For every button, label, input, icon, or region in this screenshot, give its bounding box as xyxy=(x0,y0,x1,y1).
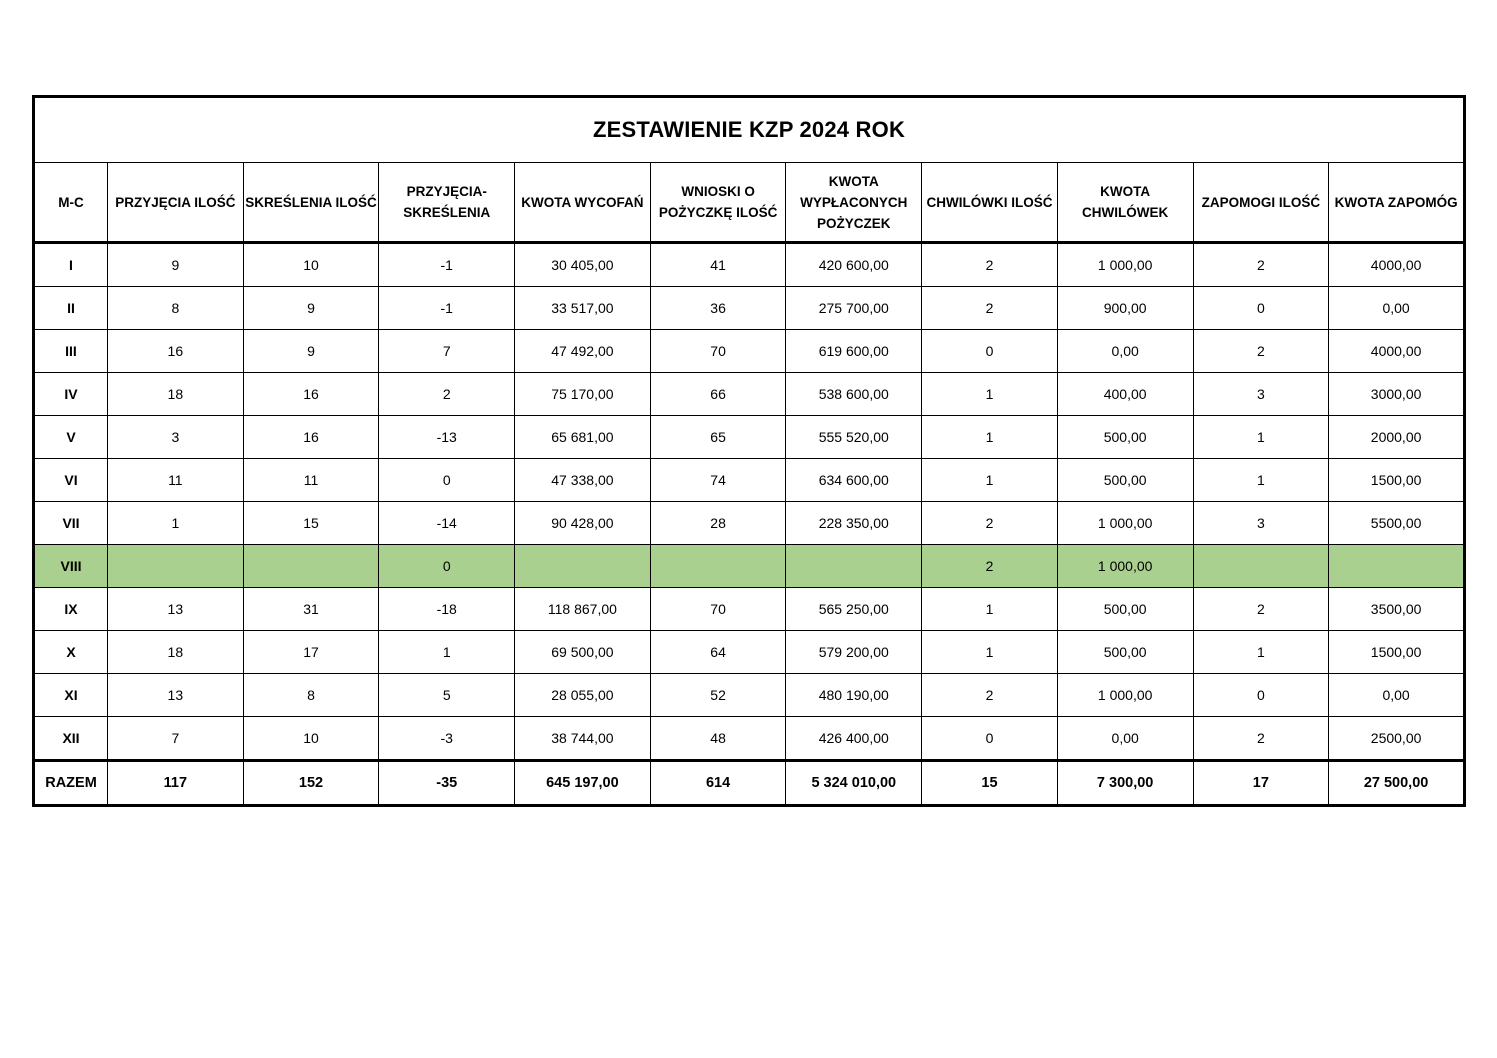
data-cell: 65 xyxy=(650,416,786,459)
month-cell: I xyxy=(34,243,108,287)
data-cell: 8 xyxy=(108,287,244,330)
data-cell: 65 681,00 xyxy=(515,416,651,459)
data-cell: 1 xyxy=(922,373,1058,416)
data-cell: 2 xyxy=(922,287,1058,330)
month-cell: III xyxy=(34,330,108,373)
data-cell: 7 xyxy=(108,717,244,761)
data-cell: 500,00 xyxy=(1057,588,1193,631)
month-cell: XII xyxy=(34,717,108,761)
data-cell: 18 xyxy=(108,631,244,674)
month-cell: IV xyxy=(34,373,108,416)
data-cell: -3 xyxy=(379,717,515,761)
table-row xyxy=(34,674,1465,717)
data-cell: 9 xyxy=(243,330,379,373)
data-cell: 0 xyxy=(1193,287,1329,330)
table-title: ZESTAWIENIE KZP 2024 ROK xyxy=(34,97,1465,163)
data-cell: 18 xyxy=(108,373,244,416)
total-row xyxy=(34,761,1465,806)
data-cell: 1 000,00 xyxy=(1057,243,1193,287)
data-cell: 15 xyxy=(243,502,379,545)
col-header-short-loans-count: CHWILÓWKI ILOŚĆ xyxy=(922,163,1058,243)
data-cell: 36 xyxy=(650,287,786,330)
table-row xyxy=(34,243,1465,287)
col-header-removals: SKREŚLENIA ILOŚĆ xyxy=(243,163,379,243)
month-cell: IX xyxy=(34,588,108,631)
table-row xyxy=(34,717,1465,761)
data-cell xyxy=(786,545,922,588)
month-cell: II xyxy=(34,287,108,330)
data-cell: 1 xyxy=(1193,631,1329,674)
data-cell: 38 744,00 xyxy=(515,717,651,761)
table-row xyxy=(34,287,1465,330)
data-cell: 48 xyxy=(650,717,786,761)
data-cell: 3500,00 xyxy=(1329,588,1465,631)
data-cell: 33 517,00 xyxy=(515,287,651,330)
data-cell: -14 xyxy=(379,502,515,545)
data-cell: 64 xyxy=(650,631,786,674)
total-cell: 27 500,00 xyxy=(1329,761,1465,806)
col-header-short-loans-amount: KWOTA CHWILÓWEK xyxy=(1057,163,1193,243)
data-cell: 1 xyxy=(922,631,1058,674)
data-cell: 1 000,00 xyxy=(1057,545,1193,588)
data-cell: 634 600,00 xyxy=(786,459,922,502)
data-cell: 420 600,00 xyxy=(786,243,922,287)
data-cell: -13 xyxy=(379,416,515,459)
header-row xyxy=(34,163,1465,243)
data-cell: 900,00 xyxy=(1057,287,1193,330)
data-cell: 5500,00 xyxy=(1329,502,1465,545)
data-cell: 31 xyxy=(243,588,379,631)
month-cell: X xyxy=(34,631,108,674)
data-cell: 2 xyxy=(922,545,1058,588)
data-cell xyxy=(515,545,651,588)
data-cell: 1 xyxy=(108,502,244,545)
col-header-month: M-C xyxy=(34,163,108,243)
col-header-aid-count: ZAPOMOGI ILOŚĆ xyxy=(1193,163,1329,243)
data-cell: 1500,00 xyxy=(1329,631,1465,674)
data-cell: 2 xyxy=(922,243,1058,287)
data-cell: 16 xyxy=(243,416,379,459)
data-cell: 0 xyxy=(379,545,515,588)
data-cell: 118 867,00 xyxy=(515,588,651,631)
data-cell xyxy=(243,545,379,588)
data-cell: 11 xyxy=(108,459,244,502)
data-cell: 1 xyxy=(379,631,515,674)
table-body xyxy=(34,243,1465,761)
data-cell: 1 000,00 xyxy=(1057,674,1193,717)
table-row xyxy=(34,588,1465,631)
data-cell: 565 250,00 xyxy=(786,588,922,631)
data-cell: 1 xyxy=(922,416,1058,459)
month-cell: V xyxy=(34,416,108,459)
table-row xyxy=(34,502,1465,545)
data-cell: 2 xyxy=(922,674,1058,717)
data-cell: 0,00 xyxy=(1057,330,1193,373)
data-cell: 17 xyxy=(243,631,379,674)
data-cell: 13 xyxy=(108,674,244,717)
col-header-net: PRZYJĘCIA-SKREŚLENIA xyxy=(379,163,515,243)
data-cell: 426 400,00 xyxy=(786,717,922,761)
data-cell: 555 520,00 xyxy=(786,416,922,459)
total-cell: 117 xyxy=(108,761,244,806)
data-cell: 66 xyxy=(650,373,786,416)
data-cell xyxy=(108,545,244,588)
data-cell: 9 xyxy=(243,287,379,330)
data-cell: 28 055,00 xyxy=(515,674,651,717)
kzp-summary-table xyxy=(32,95,1466,807)
data-cell: 2 xyxy=(1193,330,1329,373)
table-row xyxy=(34,416,1465,459)
col-header-admissions: PRZYJĘCIA ILOŚĆ xyxy=(108,163,244,243)
month-cell: VIII xyxy=(34,545,108,588)
table-row xyxy=(34,631,1465,674)
data-cell: 0,00 xyxy=(1057,717,1193,761)
table-row xyxy=(34,373,1465,416)
data-cell: 619 600,00 xyxy=(786,330,922,373)
data-cell: 0,00 xyxy=(1329,674,1465,717)
data-cell: -18 xyxy=(379,588,515,631)
data-cell: -1 xyxy=(379,243,515,287)
data-cell: 1 xyxy=(922,459,1058,502)
data-cell: 2 xyxy=(1193,588,1329,631)
total-cell: 5 324 010,00 xyxy=(786,761,922,806)
table-row xyxy=(34,330,1465,373)
data-cell: 2 xyxy=(922,502,1058,545)
data-cell: 2 xyxy=(1193,717,1329,761)
data-cell: 480 190,00 xyxy=(786,674,922,717)
data-cell: 2500,00 xyxy=(1329,717,1465,761)
data-cell: 3 xyxy=(1193,502,1329,545)
data-cell: 90 428,00 xyxy=(515,502,651,545)
data-cell: 3 xyxy=(108,416,244,459)
data-cell: 579 200,00 xyxy=(786,631,922,674)
data-cell: 30 405,00 xyxy=(515,243,651,287)
data-cell: 5 xyxy=(379,674,515,717)
data-cell: 1 xyxy=(1193,459,1329,502)
data-cell: 70 xyxy=(650,588,786,631)
data-cell: 1 000,00 xyxy=(1057,502,1193,545)
data-cell: 28 xyxy=(650,502,786,545)
data-cell: 400,00 xyxy=(1057,373,1193,416)
month-cell: VI xyxy=(34,459,108,502)
data-cell xyxy=(650,545,786,588)
data-cell: 500,00 xyxy=(1057,416,1193,459)
data-cell: -1 xyxy=(379,287,515,330)
month-cell: VII xyxy=(34,502,108,545)
data-cell: 70 xyxy=(650,330,786,373)
data-cell: 538 600,00 xyxy=(786,373,922,416)
col-header-withdrawals-amount: KWOTA WYCOFAŃ xyxy=(515,163,651,243)
data-cell: 2 xyxy=(1193,243,1329,287)
data-cell: 4000,00 xyxy=(1329,243,1465,287)
col-header-loan-applications: WNIOSKI O POŻYCZKĘ ILOŚĆ xyxy=(650,163,786,243)
total-cell: 152 xyxy=(243,761,379,806)
data-cell: 0 xyxy=(1193,674,1329,717)
data-cell: 74 xyxy=(650,459,786,502)
data-cell: 500,00 xyxy=(1057,631,1193,674)
data-cell: 75 170,00 xyxy=(515,373,651,416)
data-cell: 0 xyxy=(379,459,515,502)
data-cell: 2000,00 xyxy=(1329,416,1465,459)
col-header-aid-amount: KWOTA ZAPOMÓG xyxy=(1329,163,1465,243)
data-cell: 4000,00 xyxy=(1329,330,1465,373)
total-cell: 17 xyxy=(1193,761,1329,806)
data-cell: 11 xyxy=(243,459,379,502)
total-label: RAZEM xyxy=(34,761,108,806)
data-cell: 3000,00 xyxy=(1329,373,1465,416)
total-cell: 15 xyxy=(922,761,1058,806)
data-cell: 9 xyxy=(108,243,244,287)
data-cell: 13 xyxy=(108,588,244,631)
data-cell: 0,00 xyxy=(1329,287,1465,330)
data-cell: 41 xyxy=(650,243,786,287)
data-cell: 47 338,00 xyxy=(515,459,651,502)
data-cell: 1 xyxy=(1193,416,1329,459)
month-cell: XI xyxy=(34,674,108,717)
data-cell: 7 xyxy=(379,330,515,373)
data-cell: 52 xyxy=(650,674,786,717)
data-cell xyxy=(1193,545,1329,588)
total-cell: 645 197,00 xyxy=(515,761,651,806)
data-cell: 228 350,00 xyxy=(786,502,922,545)
total-cell: 614 xyxy=(650,761,786,806)
table-row xyxy=(34,545,1465,588)
data-cell: 500,00 xyxy=(1057,459,1193,502)
data-cell: 1500,00 xyxy=(1329,459,1465,502)
data-cell: 47 492,00 xyxy=(515,330,651,373)
data-cell: 8 xyxy=(243,674,379,717)
total-cell: -35 xyxy=(379,761,515,806)
col-header-loans-paid-amount: KWOTA WYPŁACONYCH POŻYCZEK xyxy=(786,163,922,243)
table-row xyxy=(34,459,1465,502)
total-cell: 7 300,00 xyxy=(1057,761,1193,806)
data-cell: 10 xyxy=(243,243,379,287)
data-cell: 10 xyxy=(243,717,379,761)
data-cell xyxy=(1329,545,1465,588)
data-cell: 16 xyxy=(108,330,244,373)
data-cell: 1 xyxy=(922,588,1058,631)
data-cell: 0 xyxy=(922,717,1058,761)
data-cell: 69 500,00 xyxy=(515,631,651,674)
data-cell: 16 xyxy=(243,373,379,416)
data-cell: 2 xyxy=(379,373,515,416)
data-cell: 3 xyxy=(1193,373,1329,416)
data-cell: 0 xyxy=(922,330,1058,373)
data-cell: 275 700,00 xyxy=(786,287,922,330)
